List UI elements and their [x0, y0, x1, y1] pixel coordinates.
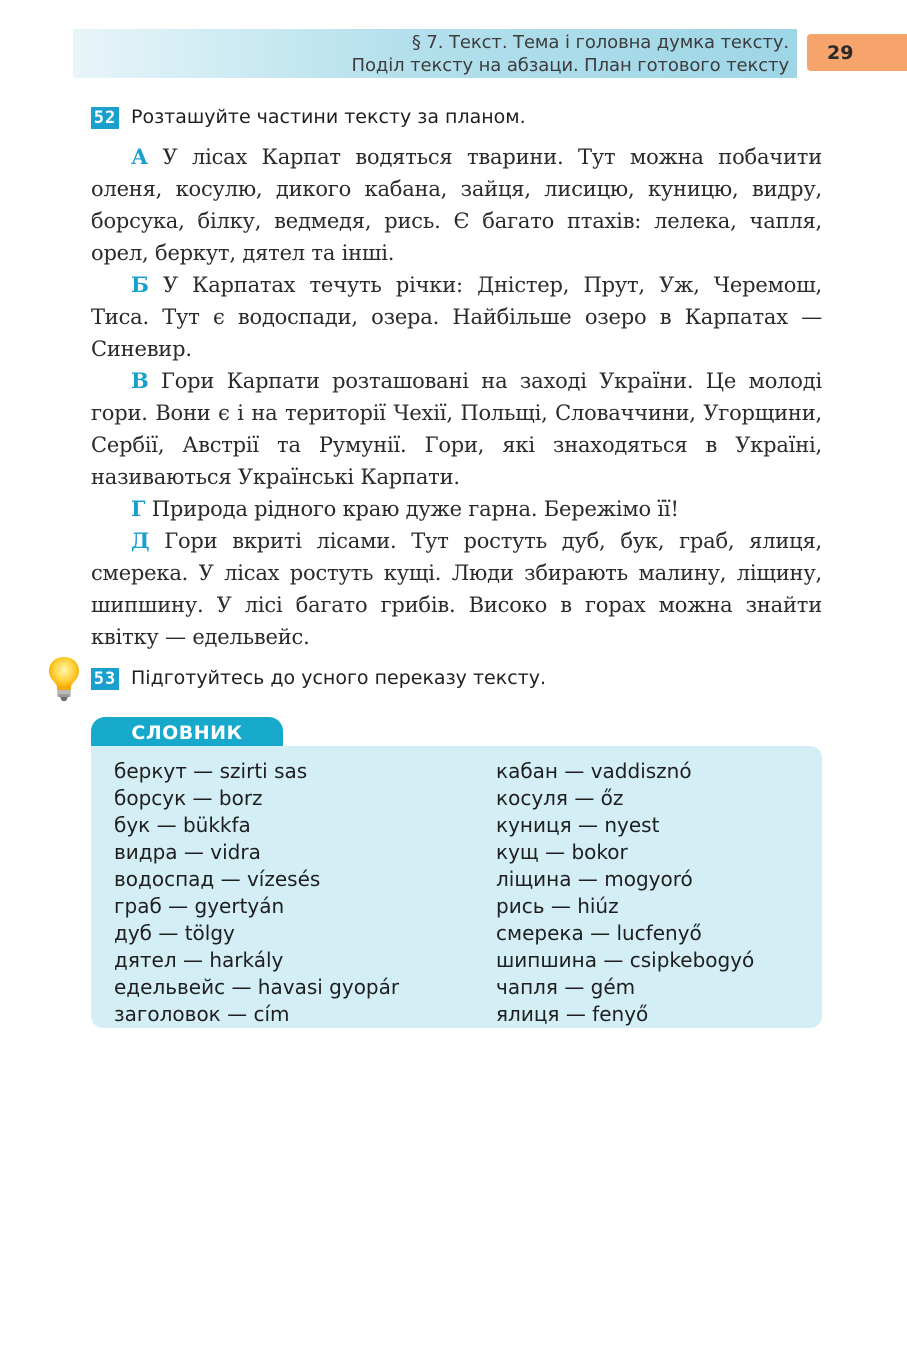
vocabulary-box	[91, 746, 822, 1028]
vocab-entry: дятел — harkály	[114, 948, 284, 972]
paragraph-letter: Б	[131, 272, 149, 297]
chapter-title-line1: § 7. Текст. Тема і головна думка тексту.	[411, 32, 789, 53]
vocabulary-left-column	[114, 758, 399, 1028]
vocab-entry: ліщина — mogyoró	[496, 867, 693, 891]
chapter-title-line2: Поділ тексту на абзаци. План готового тексту	[351, 55, 789, 76]
paragraph-h	[91, 493, 822, 525]
page-number: 29	[807, 34, 907, 71]
vocab-entry: кущ — bokor	[496, 840, 628, 864]
vocab-entry: бук — bükkfa	[114, 813, 251, 837]
paragraph-letter: А	[131, 144, 148, 169]
vocab-entry: смерека — lucfenyő	[496, 921, 702, 945]
exercise-53-title: Підготуйтесь до усного переказу тексту.	[131, 667, 546, 689]
chapter-header	[73, 29, 797, 78]
paragraph-letter: Д	[131, 528, 150, 553]
vocab-entry: кабан — vaddisznó	[496, 759, 692, 783]
exercise-52-text	[91, 141, 822, 653]
paragraph-text: Природа рідного краю дуже гарна. Бережімо її!	[145, 497, 679, 521]
vocab-entry: борсук — borz	[114, 786, 263, 810]
exercise-number-53: 53	[91, 668, 119, 690]
vocab-entry: косуля — őz	[496, 786, 624, 810]
vocab-entry: беркут — szirti sas	[114, 759, 308, 783]
paragraph-text: У Карпатах течуть річки: Дністер, Прут, Уж, Черемош, Тиса. Тут є водоспади, озера. Найбільше озеро в Карпатах — Синевир.	[91, 273, 822, 361]
paragraph-b	[91, 269, 822, 365]
vocab-entry: граб — gyertyán	[114, 894, 285, 918]
vocabulary-right-column	[496, 758, 754, 1028]
vocab-entry: видра — vidra	[114, 840, 261, 864]
vocab-entry: заголовок — cím	[114, 1002, 290, 1026]
lightbulb-icon	[46, 655, 82, 703]
vocab-entry: чапля — gém	[496, 975, 636, 999]
exercise-number-52: 52	[91, 107, 119, 129]
vocab-entry: водоспад — vízesés	[114, 867, 321, 891]
paragraph-text: Гори Карпати розташовані на заході України. Це молоді гори. Вони є і на території Чехії, Польщі, Словаччини, Угорщини, Сербії, Австрії та Румунії. Гори, які знаходяться в Україні, називаються Українські Карпати.	[91, 369, 822, 489]
vocab-entry: рись — hiúz	[496, 894, 619, 918]
paragraph-letter: Г	[131, 496, 146, 521]
paragraph-v	[91, 365, 822, 493]
paragraph-text: Гори вкриті лісами. Тут ростуть дуб, бук, граб, ялиця, смерека. У лісах ростуть кущі. Люди збирають малину, ліщину, шипшину. У лісі багато грибів. Високо в горах можна знайти квітку — едельвейс.	[91, 529, 822, 649]
exercise-52-title: Розташуйте частини тексту за планом.	[131, 106, 526, 128]
paragraph-d	[91, 525, 822, 653]
vocab-entry: куниця — nyest	[496, 813, 660, 837]
vocab-entry: ялиця — fenyő	[496, 1002, 649, 1026]
vocabulary-title: СЛОВНИК	[91, 717, 283, 748]
paragraph-letter: В	[131, 368, 149, 393]
vocab-entry: едельвейс — havasi gyopár	[114, 975, 400, 999]
paragraph-text: У лісах Карпат водяться тварини. Тут можна побачити оленя, косулю, дикого кабана, зайця, лисицю, куницю, видру, борсука, білку, ведмедя, рись. Є багато птахів: лелека, чапля, орел, беркут, дятел та інші.	[91, 145, 822, 265]
vocab-entry: шипшина — csipkebogyó	[496, 948, 755, 972]
paragraph-a	[91, 141, 822, 269]
vocab-entry: дуб — tölgy	[114, 921, 235, 945]
